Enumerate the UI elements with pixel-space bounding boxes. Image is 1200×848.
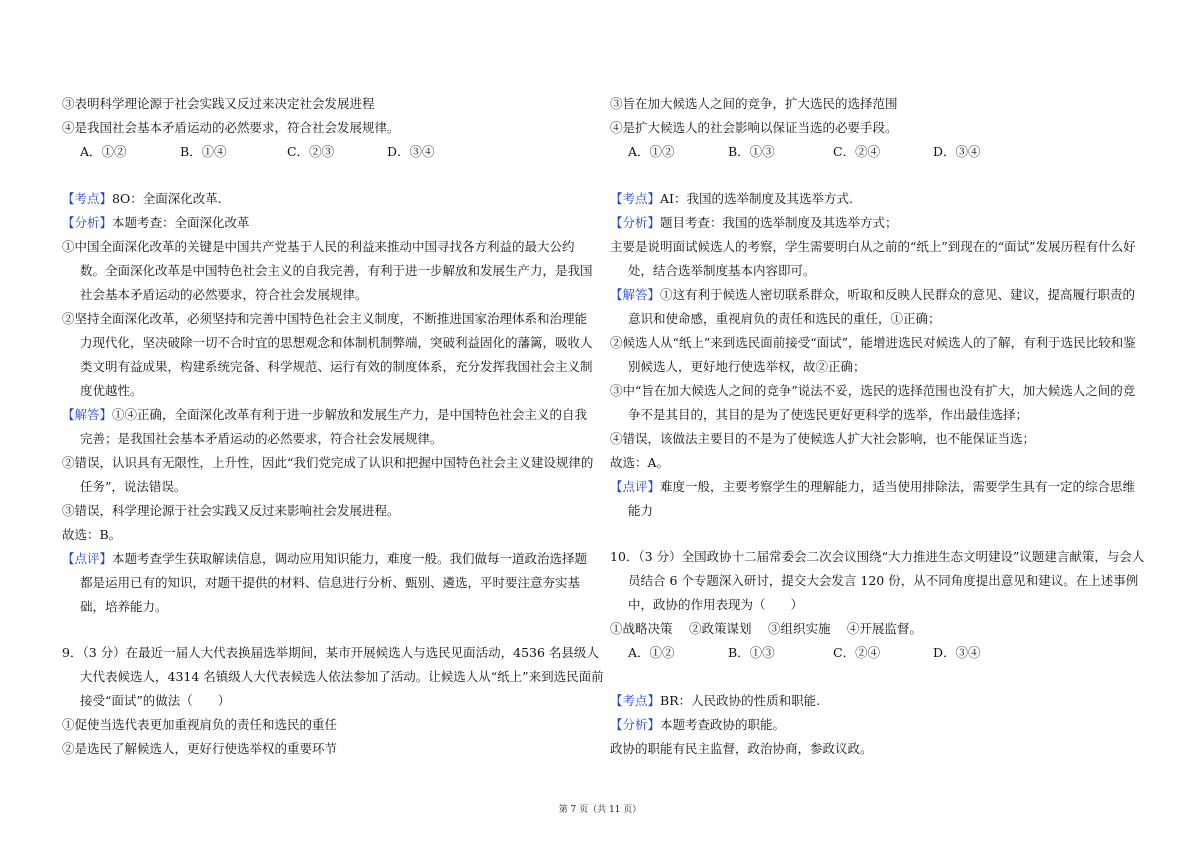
kaodian-text: BR：人民政协的性质和职能.: [660, 693, 821, 708]
dianping-tag: 【点评】: [610, 479, 661, 494]
jieda-text: ①这有利于候选人密切联系群众，听取和反映人民群众的意见、建议，提高履行职责的: [660, 287, 1136, 302]
q9-choices: [628, 144, 981, 160]
q8-fenxi: [62, 215, 250, 231]
q9-fenxi: [610, 215, 898, 231]
q8-fenxi-line: 社会基本矛盾运动的必然要求，符合社会发展规律。: [80, 287, 368, 302]
q8-option-4: ④是我国社会基本矛盾运动的必然要求，符合社会发展规律。: [62, 120, 400, 135]
q9-option-4: ④是扩大候选人的社会影响以保证当选的必要手段。: [610, 120, 898, 135]
q9-dianping-line: 能力: [628, 503, 654, 518]
jieda-tag: 【解答】: [610, 287, 661, 302]
q8-jieda-line: ③错误，科学理论源于社会实践又反过来影响社会发展进程。: [62, 503, 400, 518]
dianping-text: 难度一般，主要考察学生的理解能力，适当使用排除法，需要学生具有一定的综合思维: [660, 479, 1136, 494]
q8-choice-a: A．①②: [80, 144, 127, 159]
q8-jieda-line: 任务”，说法错误。: [80, 479, 187, 494]
q10-choice-c: C．②④: [833, 645, 881, 660]
q8-fenxi-line: 类文明有益成果，构建系统完备、科学规范、运行有效的制度体系，充分发挥我国社会主义制: [80, 359, 593, 374]
q10-fenxi-line: 政协的职能有民主监督，政治协商，参政议政。: [610, 741, 873, 756]
jieda-tag: 【解答】: [62, 407, 113, 422]
q10-kaodian: [610, 693, 820, 709]
q9-choice-d: D．③④: [933, 144, 981, 159]
q9-choice-b: B．①③: [728, 144, 775, 159]
q8-fenxi-line: ①中国全面深化改革的关键是中国共产党基于人民的利益来推动中国寻找各方利益的最大公约: [62, 239, 575, 254]
q10-choice-d: D．③④: [933, 645, 981, 660]
q8-fenxi-line: 数。全面深化改革是中国特色社会主义的自我完善，有利于进一步解放和发展生产力，是我国: [80, 263, 593, 278]
q8-answer-choice: 故选：B。: [62, 527, 122, 542]
q9-option-1: ①促使当选代表更加重视肩负的责任和选民的重任: [62, 717, 338, 732]
q9-dianping: [610, 479, 1135, 495]
q9-choice-c: C．②④: [833, 144, 881, 159]
q8-dianping-line: 都是运用已有的知识，对题干提供的材料、信息进行分析、甄别、遴选，平时要注意夯实基: [80, 575, 581, 590]
q9-jieda-line: ②候选人从“纸上”来到选民面前接受“面试”，能增进选民对候选人的了解，有利于选民比较和鉴: [610, 335, 1136, 350]
q8-choice-b: B．①④: [180, 144, 227, 159]
kaodian-text: 8O：全面深化改革.: [112, 191, 222, 206]
dianping-text: 本题考查学生获取解读信息，调动应用知识能力，难度一般。我们做每一道政治选择题: [112, 551, 588, 566]
q8-choices: [80, 144, 435, 160]
q9-jieda-line: 别候选人，更好地行使选举权，故②正确；: [628, 359, 866, 374]
q9-option-2: ②是选民了解候选人，更好行使选举权的重要环节: [62, 741, 338, 756]
q9-jieda-line: 争不是其目的，其目的是为了使选民更好更科学的选举，作出最佳选择；: [628, 407, 1029, 422]
q9-jieda-line: 意识和使命感，重视肩负的责任和选民的重任，①正确；: [628, 311, 941, 326]
q8-dianping: [62, 551, 587, 567]
q9-jieda: [610, 287, 1135, 303]
q9-stem-line: 接受“面试”的做法（ ）: [80, 693, 231, 708]
q8-jieda-line: ②错误，认识具有无限性，上升性，因此“我们党完成了认识和把握中国特色社会主义建设规律的: [62, 455, 594, 470]
dianping-tag: 【点评】: [62, 551, 113, 566]
q8-choice-d: D．③④: [387, 144, 435, 159]
q10-stem-line: 员结合 6 个专题深入研讨，提交大会发言 120 份，从不同角度提出意见和建议。在上述事例: [628, 573, 1139, 588]
q10-choices: [628, 645, 981, 661]
q10-choice-b: B．①③: [728, 645, 775, 660]
q8-kaodian: [62, 191, 222, 207]
q8-jieda-line: 完善；是我国社会基本矛盾运动的必然要求，符合社会发展规律。: [80, 431, 443, 446]
kaodian-tag: 【考点】: [610, 693, 661, 708]
kaodian-tag: 【考点】: [610, 191, 661, 206]
fenxi-text: 本题考查：全面深化改革: [112, 215, 250, 230]
fenxi-tag: 【分析】: [62, 215, 113, 230]
fenxi-tag: 【分析】: [610, 215, 661, 230]
q9-jieda-line: ④错误，该做法主要目的不是为了使候选人扩大社会影响，也不能保证当选；: [610, 431, 1036, 446]
q9-jieda-line: ③中“旨在加大候选人之间的竞争”说法不妥，选民的选择范围也没有扩大，加大候选人之间的竞: [610, 383, 1136, 398]
page-footer: 第 7 页（共 11 页）: [558, 805, 642, 815]
q9-fenxi-line: 主要是说明面试候选人的考察，学生需要明白从之前的“纸上”到现在的“面试”发展历程有什么好: [610, 239, 1136, 254]
q9-fenxi-line: 处，结合选举制度基本内容即可。: [628, 263, 816, 278]
q9-answer-choice: 故选：A。: [610, 455, 670, 470]
q9-kaodian: [610, 191, 853, 207]
q10-fenxi: [610, 717, 785, 733]
q10-items: ①战略决策 ②政策谋划 ③组织实施 ④开展监督。: [610, 621, 922, 636]
q10-choice-a: A．①②: [628, 645, 675, 660]
q8-jieda: [62, 407, 587, 423]
q9-stem-line: 9．（3 分）在最近一届人大代表换届选举期间，某市开展候选人与选民见面活动，4536 名县级人: [62, 645, 599, 660]
kaodian-tag: 【考点】: [62, 191, 113, 206]
q9-choice-a: A．①②: [628, 144, 675, 159]
q8-choice-c: C．②③: [287, 144, 335, 159]
fenxi-text: 题目考查：我国的选举制度及其选举方式；: [660, 215, 898, 230]
q9-stem-line: 大代表候选人，4314 名镇级人大代表候选人依法参加了活动。让候选人从“纸上”来到选民面前: [80, 669, 604, 684]
fenxi-tag: 【分析】: [610, 717, 661, 732]
q8-fenxi-line: 力现代化，坚决破除一切不合时宜的思想观念和体制机制弊端，突破利益固化的藩篱，吸收人: [80, 335, 593, 350]
q8-fenxi-line: ②坚持全面深化改革，必须坚持和完善中国特色社会主义制度，不断推进国家治理体系和治理能: [62, 311, 588, 326]
q10-stem-line: 中，政协的作用表现为（ ）: [628, 597, 804, 612]
q8-option-3: ③表明科学理论源于社会实践又反过来决定社会发展进程: [62, 96, 375, 111]
kaodian-text: AI：我国的选举制度及其选举方式.: [660, 191, 853, 206]
q10-stem-line: 10．（3 分）全国政协十二届常委会二次会议围绕“大力推进生态文明建设”议题建言献策，与会人: [610, 549, 1145, 564]
q9-option-3: ③旨在加大候选人之间的竞争，扩大选民的选择范围: [610, 96, 898, 111]
q8-fenxi-line: 度优越性。: [80, 383, 143, 398]
fenxi-text: 本题考查政协的职能。: [660, 717, 786, 732]
jieda-text: ①④正确，全面深化改革有利于进一步解放和发展生产力，是中国特色社会主义的自我: [112, 407, 588, 422]
q8-dianping-line: 础，培养能力。: [80, 599, 168, 614]
